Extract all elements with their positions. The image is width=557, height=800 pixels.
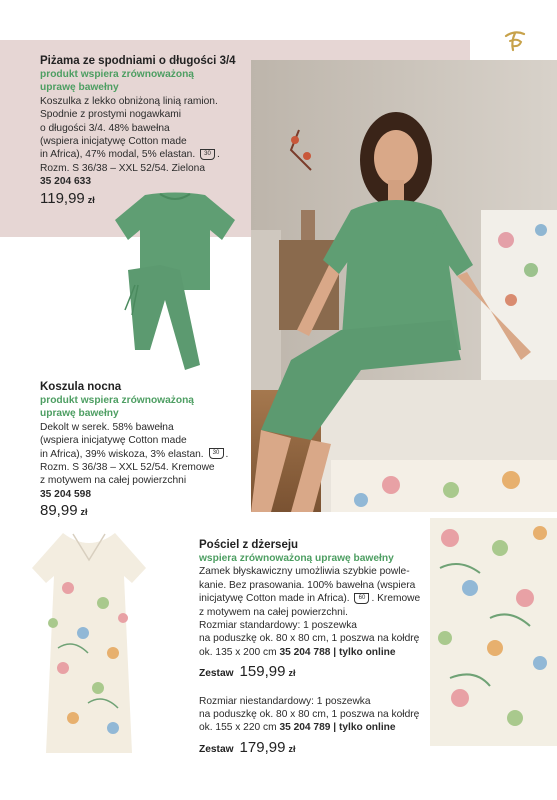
nightgown-desc-line: z motywem na całej powierzchni bbox=[40, 475, 187, 487]
pajama-eco-label-1: produkt wspiera zrównoważoną bbox=[40, 69, 194, 80]
bedding-currency: zł bbox=[288, 743, 296, 754]
brand-logo-icon bbox=[502, 28, 528, 54]
bedding-nonstandard-line: Rozmiar niestandardowy: 1 poszewka bbox=[199, 695, 371, 707]
bedding-title: Pościel z dżerseju bbox=[199, 539, 299, 551]
nightgown-product-info: Koszula nocna produkt wspiera zrównoważoną uprawę bawełny Dekolt w serek. 58% bawełna (wspiera inicjatywę Cotton made in Africa), 39% wiskoza, 3% elastan. 30 . Rozm. S 36/38 – XXL 52/54. Kremowe z motywem na całej powierzchni 35 204 598 89,99 zł bbox=[40, 381, 229, 520]
bedding-photo bbox=[430, 518, 557, 746]
pajama-desc-line: o długości 3/4. 48% bawełna bbox=[40, 122, 170, 134]
bedding-desc-line: kanie. Bez prasowania. 100% bawełna (wspiera bbox=[199, 579, 416, 591]
pajama-currency: zł bbox=[87, 194, 95, 205]
pajama-desc-line: in Africa), 47% modal, 5% elastan. bbox=[40, 149, 196, 161]
bedding-sku-standard: 35 204 788 bbox=[279, 646, 331, 658]
nightgown-desc-line: in Africa), 39% wiskoza, 3% elastan. bbox=[40, 448, 204, 460]
model-photo bbox=[251, 60, 557, 512]
nightgown-desc-line: Rozm. S 36/38 – XXL 52/54. Kremowe bbox=[40, 462, 215, 474]
nightgown-sku: 35 204 598 bbox=[40, 488, 91, 500]
pajama-price bbox=[40, 189, 236, 207]
pajama-product-image bbox=[110, 190, 240, 380]
bedding-desc-line: inicjatywę Cotton made in Africa). bbox=[199, 593, 350, 605]
wash-tub-icon: 30 bbox=[209, 448, 224, 459]
pajama-desc-line: Rozm. S 36/38 – XXL 52/54. Zielona bbox=[40, 162, 205, 174]
bedding-currency: zł bbox=[288, 668, 296, 679]
bedding-sku-nonstandard: 35 204 789 bbox=[279, 722, 331, 734]
nightgown-eco-label-1: produkt wspiera zrównoważoną bbox=[40, 395, 194, 406]
nightgown-eco-label-2: uprawę bawełny bbox=[40, 408, 119, 420]
set-label: Zestaw bbox=[199, 743, 234, 755]
nightgown-currency: zł bbox=[80, 507, 88, 518]
nightgown-product-image bbox=[28, 528, 150, 758]
pajama-title: Piżama ze spodniami o długości 3/4 bbox=[40, 55, 236, 67]
bedding-nonstandard-line: na poduszkę ok. 80 x 80 cm, 1 poszwa na kołdrę bbox=[199, 709, 420, 721]
nightgown-price bbox=[40, 504, 228, 519]
bedding-desc-line: Zamek błyskawiczny umożliwia szybkie powle- bbox=[199, 566, 410, 578]
pajama-desc-line: Koszulka z lekko obniżoną linią ramion. bbox=[40, 95, 218, 107]
bedding-price-standard-value: 159,99 bbox=[239, 663, 286, 681]
nightgown-desc-line: (wspiera inicjatywę Cotton made bbox=[40, 435, 187, 447]
bedding-price-nonstandard bbox=[199, 738, 420, 756]
bedding-price-standard bbox=[199, 665, 420, 680]
bedding-eco-label: wspiera zrównoważoną uprawę bawełny bbox=[199, 553, 394, 564]
bedding-product-info: Pościel z dżerseju wspiera zrównoważoną uprawę bawełny Zamek błyskawiczny umożliwia szybkie powle- kanie. Bez prasowania. 100% bawełna (wspiera inicjatywę Cotton made in Africa). 60 . Kremowe z motywem na całej powierzchni. Rozmiar standardowy: 1 poszewka na poduszkę ok. 80 x 80 cm, 1 poszwa na kołdrę ok. 135 x 200 cm 35 204 788 | tylko online Zestaw 159,99 zł Rozmiar niestandardowy: 1 poszewka na poduszkę ok. 80 x 80 cm, 1 poszwa na kołdrę ok. 155 x 220 cm 35 204 789 | tylko online Zestaw 179,99 zł bbox=[199, 539, 421, 756]
pajama-eco-label-2: uprawę bawełny bbox=[40, 82, 119, 94]
wash-tub-icon: 60 bbox=[354, 593, 369, 604]
pajama-desc-line: (wspiera inicjatywę Cotton made bbox=[40, 136, 187, 148]
bedding-nonstandard-line: ok. 155 x 220 cm bbox=[199, 722, 277, 734]
nightgown-price-value: 89,99 bbox=[40, 502, 78, 520]
online-only-label: | tylko online bbox=[333, 722, 396, 734]
bedding-desc-line: ok. 135 x 200 cm bbox=[199, 646, 277, 658]
pajama-desc-line: Spodnie z prostymi nogawkami bbox=[40, 109, 181, 121]
pajama-price-value: 119,99 bbox=[40, 189, 85, 207]
bedding-desc-line: z motywem na całej powierzchni. bbox=[199, 606, 348, 618]
nightgown-title: Koszula nocna bbox=[40, 381, 122, 393]
set-label: Zestaw bbox=[199, 668, 234, 680]
nightgown-desc-line: Dekolt w serek. 58% bawełna bbox=[40, 421, 174, 433]
wash-tub-icon: 30 bbox=[200, 149, 215, 160]
pajama-sku: 35 204 633 bbox=[40, 176, 91, 188]
bedding-desc-line: Rozmiar standardowy: 1 poszewka bbox=[199, 620, 357, 632]
online-only-label: | tylko online bbox=[333, 646, 396, 658]
bedding-color: Kremowe bbox=[377, 593, 421, 605]
pajama-product-info: Piżama ze spodniami o długości 3/4 produkt wspiera zrównoważoną uprawę bawełny Koszulka z lekko obniżoną linią ramion. Spodnie z prostymi nogawkami o długości 3/4. 48% bawełna (wspiera inicjatywę Cotton made in Africa), 47% modal, 5% elastan. 30 . Rozm. S 36/38 – XXL 52/54. Zielona 35 204 633 119,99 zł bbox=[40, 55, 236, 207]
bedding-desc-line: na poduszkę ok. 80 x 80 cm, 1 poszwa na kołdrę bbox=[199, 633, 420, 645]
bedding-price-nonstandard-value: 179,99 bbox=[239, 738, 286, 756]
